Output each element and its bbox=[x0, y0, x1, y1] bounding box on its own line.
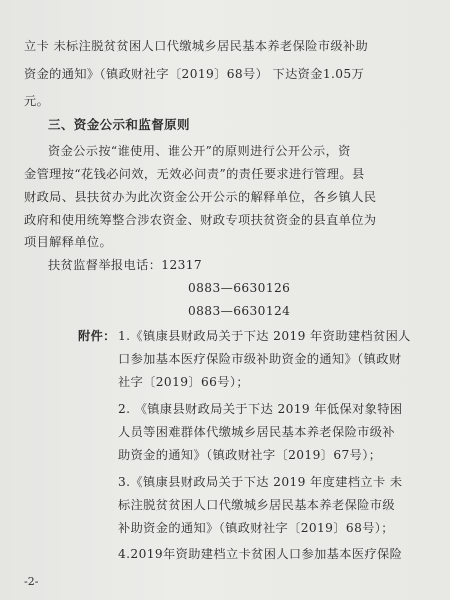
phone-number: 0883—6630126 bbox=[188, 281, 291, 295]
paragraph-line: 资金公示按“谁使用、谁公开”的原则进行公开公示，资 bbox=[48, 144, 351, 158]
paragraph-line: 资金的通知》（镇政财社字〔2019〕68号） 下达资金1.05万 bbox=[24, 67, 365, 81]
attachment-item-2-line: 人员等困难群体代缴城乡居民基本养老保险市级补 bbox=[118, 425, 395, 439]
phone-number: 0883—6630124 bbox=[188, 304, 291, 318]
attachment-item-1-line: 口参加基本医疗保险市级补助资金的通知》（镇政财 bbox=[118, 352, 402, 366]
page-number: -2- bbox=[24, 575, 39, 588]
paragraph-line: 立卡 未标注脱贫贫困人口代缴城乡居民基本养老保险市级补助 bbox=[24, 39, 369, 53]
paragraph-line: 元。 bbox=[24, 94, 50, 108]
attachment-item-3-line: 3.《镇康县财政局关于下达 2019 年度建档立卡 未 bbox=[118, 475, 403, 489]
attachment-item-1-line: 社字〔2019〕66号）； bbox=[118, 375, 249, 389]
section-heading: 三、资金公示和监督原则 bbox=[48, 117, 190, 132]
paragraph-line: 金管理按“花钱必问效，无效必问责”的责任要求进行管理。县 bbox=[24, 167, 365, 181]
paragraph-line: 财政局、县扶贫办为此次资金公开公示的解释单位，各乡镇人民 bbox=[24, 190, 377, 204]
paragraph-line: 政府和使用统筹整合涉农资金、财政专项扶贫资金的县直单位为 bbox=[24, 213, 377, 227]
attachment-item-2-line: 助资金的通知》（镇政财社字〔2019〕67号）； bbox=[118, 448, 382, 462]
attachment-item-3-line: 补助资金的通知》（镇政财社字〔2019〕68号）； bbox=[118, 521, 394, 535]
attachment-item-3-line: 标注脱贫贫困人口代缴城乡居民基本养老保险市级 bbox=[118, 498, 395, 512]
attachment-item-4-line: 4.2019年资助建档立卡贫困人口参加基本医疗保险 bbox=[118, 547, 403, 561]
attachment-item-1-line: 1.《镇康县财政局关于下达 2019 年资助建档贫困人 bbox=[118, 329, 411, 343]
attachment-item-2-line: 2. 《镇康县财政局关于下达 2019 年低保对象特困 bbox=[118, 402, 403, 416]
paragraph-line: 项目解释单位。 bbox=[24, 235, 113, 249]
hotline-line: 扶贫监督举报电话：12317 bbox=[48, 258, 203, 272]
attachment-label: 附件： bbox=[78, 329, 116, 343]
